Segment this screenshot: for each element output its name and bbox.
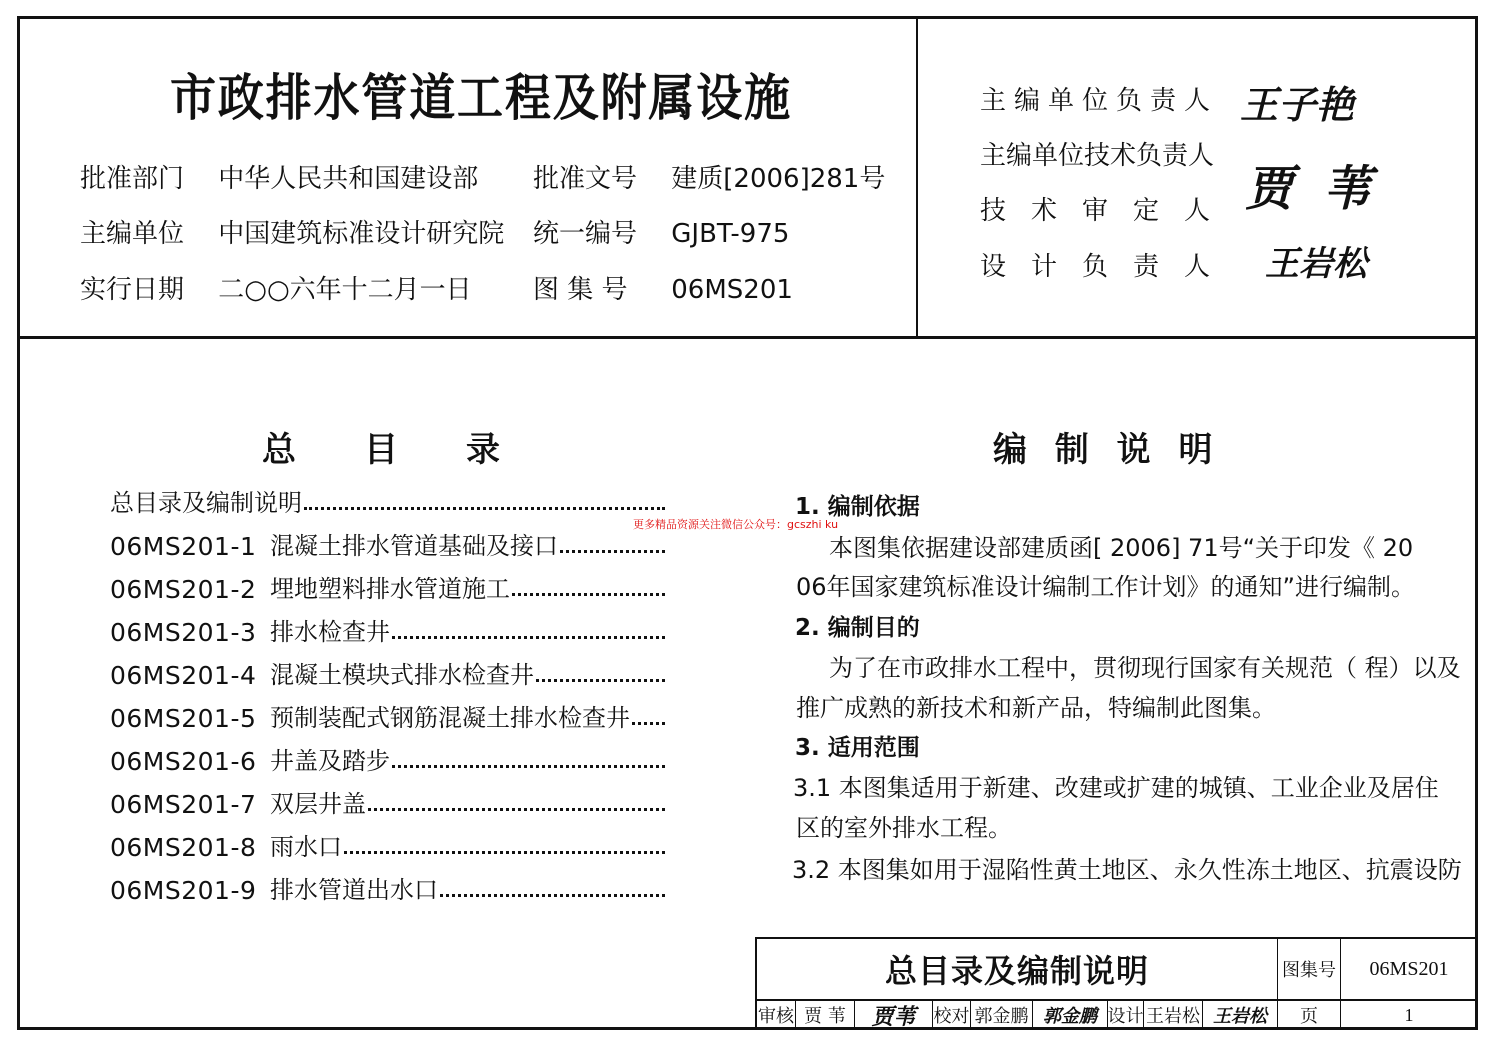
header-divider-horizontal	[17, 336, 1478, 339]
toc-item-code: 06MS201-1	[110, 532, 257, 561]
notes-paragraph: 06年国家建筑标准设计编制工作计划》的通知”进行编制。	[796, 573, 1415, 601]
signatory-role: 主编单位技术负责人	[980, 141, 1215, 171]
meta-label: 统一编号	[533, 219, 638, 249]
toc-item-title: 雨水口	[270, 833, 342, 861]
toc-item-title: 混凝土模块式排水检查井	[270, 661, 534, 689]
toc-item[interactable]	[110, 783, 665, 819]
meta-label: 批准部门	[80, 164, 185, 194]
atlas-title: 市政排水管道工程及附属设施	[170, 69, 792, 127]
signatory-role: 设计负责人	[980, 252, 1210, 282]
meta-value: 中国建筑标准设计研究院	[218, 219, 505, 249]
signature: 王岩松	[1265, 244, 1367, 284]
page-label: 页	[1277, 1000, 1340, 1030]
signatory-row	[980, 80, 1210, 117]
toc-item[interactable]	[110, 869, 665, 905]
notes-heading: 编 制 说 明	[993, 430, 1221, 470]
meta-row-approval-no	[533, 158, 885, 195]
toc-item-title: 双层井盖	[270, 790, 366, 818]
meta-value: GJBT-975	[671, 219, 790, 249]
signatory-row	[980, 135, 1215, 172]
toc-item[interactable]	[110, 482, 665, 518]
notes-paragraph: 推广成熟的新技术和新产品，特编制此图集。	[796, 694, 1276, 722]
drawing-title: 总目录及编制说明	[884, 952, 1149, 990]
toc-item-code: 06MS201-9	[110, 876, 257, 905]
toc-item[interactable]	[110, 654, 665, 690]
header-divider-vertical	[916, 16, 918, 338]
leader-dots	[392, 635, 665, 639]
meta-row-editor-unit	[80, 213, 504, 250]
leader-dots	[392, 764, 665, 768]
frame-left	[17, 16, 20, 1030]
toc-item[interactable]	[110, 740, 665, 776]
leader-dots	[304, 506, 665, 510]
notes-section-heading: 2. 编制目的	[795, 615, 920, 641]
design-label: 设计	[1107, 1000, 1143, 1030]
meta-label: 主编单位	[80, 219, 185, 249]
check-signature: 郭金鹏	[1032, 1000, 1107, 1030]
notes-section-heading: 1. 编制依据	[795, 494, 920, 520]
leader-dots	[512, 592, 665, 596]
leader-dots	[368, 807, 665, 811]
notes-paragraph: 本图集依据建设部建质函[ 2006] 71号“关于印发《 20	[805, 534, 1414, 562]
toc-item-code: 06MS201-7	[110, 790, 257, 819]
meta-label: 图 集 号	[533, 275, 628, 305]
notes-paragraph: 为了在市政排水工程中，贯彻现行国家有关规范（ 程）以及	[805, 654, 1461, 682]
signatory-role: 技术审定人	[980, 196, 1210, 226]
signatory-role: 主编单位负责人	[980, 86, 1210, 116]
meta-row-atlas-no	[533, 269, 793, 306]
toc-item-title: 排水检查井	[270, 618, 390, 646]
watermark-text: 更多精品资源关注微信公众号：gcszhi ku	[633, 518, 839, 531]
notes-paragraph: 3.2 本图集如用于湿陷性黄土地区、永久性冻土地区、抗震设防	[792, 856, 1462, 884]
design-name: 王岩松	[1143, 1000, 1202, 1030]
toc-item-title: 井盖及踏步	[270, 747, 390, 775]
frame-top	[17, 16, 1478, 19]
meta-value: 建质[2006]281号	[671, 164, 886, 194]
leader-dots	[536, 678, 665, 682]
toc-item-code: 06MS201-2	[110, 575, 257, 604]
signatory-row	[980, 190, 1210, 227]
toc-item-title: 排水管道出水口	[270, 876, 438, 904]
atlas-value: 06MS201	[1340, 939, 1477, 999]
meta-label: 实行日期	[80, 275, 185, 305]
leader-dots	[632, 721, 665, 725]
leader-dots	[560, 549, 665, 553]
toc-item[interactable]	[110, 525, 665, 561]
title-block	[755, 937, 1475, 1028]
signature: 贾苇	[1245, 161, 1402, 217]
check-name: 郭金鹏	[970, 1000, 1032, 1030]
meta-value: 中华人民共和国建设部	[218, 164, 479, 194]
review-label: 审核	[758, 1006, 794, 1027]
notes-paragraph: 3.1 本图集适用于新建、改建或扩建的城镇、工业企业及居住	[793, 774, 1439, 802]
check-label: 校对	[932, 1000, 970, 1030]
meta-label: 批准文号	[533, 164, 638, 194]
toc-item-code: 06MS201-4	[110, 661, 257, 690]
leader-dots	[440, 893, 665, 897]
signature: 王子艳	[1240, 82, 1355, 127]
page-value: 1	[1340, 1000, 1477, 1030]
frame-right	[1475, 16, 1478, 1030]
meta-row-approval-dept	[80, 158, 478, 195]
toc-item-title: 埋地塑料排水管道施工	[270, 575, 510, 603]
toc-item[interactable]	[110, 568, 665, 604]
notes-section-heading: 3. 适用范围	[795, 735, 920, 761]
meta-value: 06MS201	[671, 275, 793, 305]
meta-value: 二○○六年十二月一日	[218, 275, 472, 305]
toc-item-title: 混凝土排水管道基础及接口	[270, 532, 558, 560]
toc-item[interactable]	[110, 697, 665, 733]
design-signature: 王岩松	[1202, 1000, 1277, 1030]
toc-item-code: 06MS201-3	[110, 618, 257, 647]
toc-item-code: 06MS201-5	[110, 704, 257, 733]
toc-item-title: 总目录及编制说明	[110, 489, 302, 517]
review-signature: 贾苇	[854, 1000, 932, 1030]
toc-item-code: 06MS201-8	[110, 833, 257, 862]
notes-paragraph: 区的室外排水工程。	[796, 814, 1012, 842]
toc-item[interactable]	[110, 826, 665, 862]
review-name: 贾 苇	[795, 1000, 854, 1030]
toc-heading: 总 目 录	[262, 430, 500, 470]
atlas-label: 图集号	[1277, 939, 1340, 999]
meta-row-effective-date	[80, 269, 472, 306]
leader-dots	[344, 850, 665, 854]
toc-item-code: 06MS201-6	[110, 747, 257, 776]
toc-item[interactable]	[110, 611, 665, 647]
meta-row-unified-no	[533, 213, 789, 250]
toc-item-title: 预制装配式钢筋混凝土排水检查井	[270, 704, 630, 732]
signatory-row	[980, 246, 1210, 283]
